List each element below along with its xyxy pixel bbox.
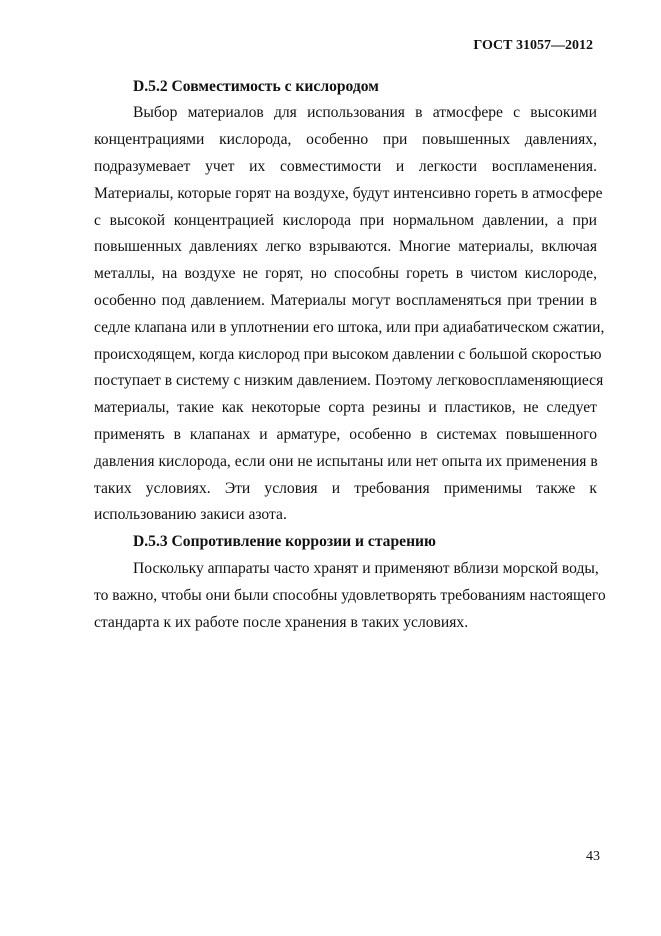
text-line: металлы, на воздухе не горят, но способны гореть в чистом кислороде, <box>94 265 597 283</box>
text-line: то важно, чтобы они были способны удовлетворять требованиям настоящего <box>94 586 606 604</box>
section-paragraph <box>94 556 606 636</box>
text-line: седле клапана или в уплотнении его штока, или при адиабатическом сжатии, <box>94 318 605 336</box>
text-line: Выбор материалов для использования в атмосфере с высокими <box>133 104 597 122</box>
text-line: материалы, такие как некоторые сорта резины и пластиков, не следует <box>94 399 597 417</box>
page-number: 43 <box>586 849 600 864</box>
text-line: давления кислорода, если они не испытаны или нет опыта их применения в <box>94 452 598 470</box>
section-paragraph <box>94 100 605 529</box>
text-line: Поскольку аппараты часто хранят и применяют вблизи морской воды, <box>133 559 599 577</box>
text-line: особенно под давлением. Материалы могут воспламеняться при трении в <box>94 291 597 309</box>
text-line: повышенных давлениях легко взрываются. Многие материалы, включая <box>94 238 597 256</box>
text-line: с высокой концентрацией кислорода при нормальном давлении, а при <box>94 211 597 229</box>
text-line: происходящем, когда кислород при высоком давлении с большой скоростью <box>94 345 602 363</box>
text-line: использованию закиси азота. <box>94 506 287 524</box>
text-line: Материалы, которые горят на воздухе, будут интенсивно гореть в атмосфере <box>94 184 603 202</box>
text-line: подразумевает учет их совместимости и легкости воспламенения. <box>94 157 597 175</box>
text-line: стандарта к их работе после хранения в таких условиях. <box>94 613 469 631</box>
text-line: применять в клапанах и арматуре, особенно в системах повышенного <box>94 425 597 443</box>
text-line: поступает в систему с низким давлением. Поэтому легковоспламеняющиеся <box>94 372 604 390</box>
section-heading: D.5.2 Совместимость с кислородом <box>133 77 379 95</box>
document-header: ГОСТ 31057—2012 <box>473 38 593 53</box>
section-heading: D.5.3 Сопротивление коррозии и старению <box>133 533 436 551</box>
document-body <box>94 74 606 637</box>
text-line: таких условиях. Эти условия и требования применимы также к <box>94 479 597 497</box>
text-line: концентрациями кислорода, особенно при повышенных давлениях, <box>94 131 597 149</box>
